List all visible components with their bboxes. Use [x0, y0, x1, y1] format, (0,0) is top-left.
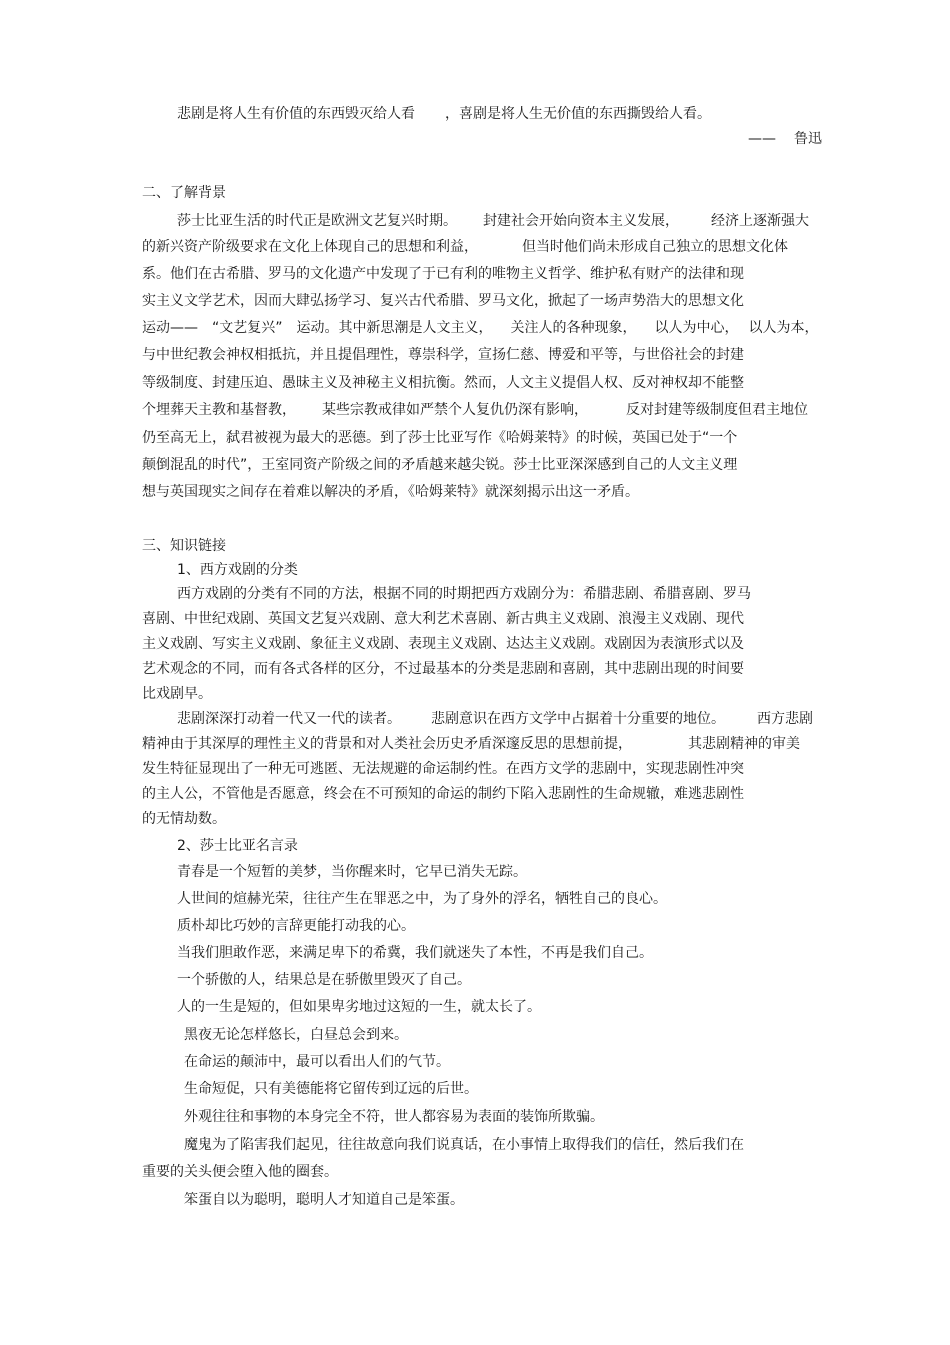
epigraph-author: 鲁迅: [794, 131, 822, 147]
paragraph-line: 等级制度、封建压迫、愚昧主义及神秘主义相抗衡。然而，人文主义提倡人权、反对神权却不能整: [142, 375, 744, 391]
paragraph-line: 系。他们在古希腊、罗马的文化遗产中发现了于已有利的唯物主义哲学、维护私有财产的法律和现: [142, 266, 744, 282]
paragraph-line: [142, 237, 788, 257]
text-segment: 某些宗教戒律如严禁个人复仇仍深有影响，: [322, 402, 588, 418]
quote-line: 当我们胆敢作恶，来满足卑下的希冀，我们就迷失了本性，不再是我们自己。: [177, 945, 653, 961]
text-segment: 以人为中心，: [654, 320, 739, 336]
section-heading-knowledge: 三、知识链接: [142, 538, 226, 554]
text-segment: 反对封建等级制度但君主地位: [626, 402, 808, 418]
paragraph-line: 喜剧、中世纪戏剧、英国文艺复兴戏剧、意大利艺术喜剧、新古典主义戏剧、浪漫主义戏剧、现代: [142, 611, 744, 627]
paragraph-line: [177, 709, 813, 729]
epigraph-dash: ——: [748, 131, 776, 147]
paragraph-line: 颠倒混乱的时代”，王室同资产阶级之间的矛盾越来越尖锐。莎士比亚深深感到自己的人文主义理: [142, 457, 738, 473]
section-heading-background: 二、了解背景: [142, 185, 226, 201]
quote-line: 一个骄傲的人，结果总是在骄傲里毁灭了自己。: [177, 972, 471, 988]
quote-line: 生命短促，只有美德能将它留传到辽远的后世。: [184, 1081, 478, 1097]
quote-line: 黑夜无论怎样悠长，白昼总会到来。: [184, 1027, 408, 1043]
text-segment: “文艺复兴”: [212, 320, 283, 336]
paragraph-line: 的主人公，不管他是否愿意，终会在不可预知的命运的制约下陷入悲剧性的生命规辙，难逃悲剧性: [142, 786, 744, 802]
quote-line: 魔鬼为了陷害我们起见，往往故意向我们说真话，在小事情上取得我们的信任，然后我们在: [184, 1137, 744, 1153]
paragraph-line: 想与英国现实之间存在着难以解决的矛盾，《哈姆莱特》就深刻揭示出这一矛盾。: [142, 484, 639, 500]
quote-line: 质朴却比巧妙的言辞更能打动我的心。: [177, 918, 415, 934]
quote-line: 笨蛋自以为聪明，聪明人才知道自己是笨蛋。: [184, 1192, 464, 1208]
paragraph-line: [142, 400, 808, 420]
text-segment: 以人为本，: [748, 320, 819, 336]
paragraph-line: 比戏剧早。: [142, 686, 212, 702]
text-segment: 但当时他们尚未形成自己独立的思想文化体: [522, 239, 788, 255]
quote-line: 外观往往和事物的本身完全不符，世人都容易为表面的装饰所欺骗。: [184, 1109, 604, 1125]
text-segment: 运动。其中新思潮是人文主义，: [296, 320, 493, 336]
text-segment: 关注人的各种现象，: [510, 320, 637, 336]
text-segment: 运动——: [142, 320, 198, 336]
text-segment: 其悲剧精神的审美: [688, 736, 800, 752]
text-segment: 的新兴资产阶级要求在文化上体现自己的思想和利益，: [142, 239, 478, 255]
paragraph-line: 艺术观念的不同，而有各式各样的区分，不过最基本的分类是悲剧和喜剧，其中悲剧出现的时间要: [142, 661, 744, 677]
subsection-heading-quotes: 2、莎士比亚名言录: [177, 838, 298, 854]
subsection-heading-drama-types: 1、西方戏剧的分类: [177, 562, 298, 578]
epigraph-quote: [177, 104, 711, 124]
epigraph-part2: ，喜剧是将人生无价值的东西撕毁给人看。: [445, 106, 711, 122]
paragraph-line: 主义戏剧、写实主义戏剧、象征主义戏剧、表现主义戏剧、达达主义戏剧。戏剧因为表演形式以及: [142, 636, 744, 652]
text-segment: 莎士比亚生活的时代正是欧洲文艺复兴时期。: [177, 213, 457, 229]
text-segment: 经济上逐渐强大: [711, 213, 809, 229]
paragraph-line: 西方戏剧的分类有不同的方法，根据不同的时期把西方戏剧分为：希腊悲剧、希腊喜剧、罗马: [177, 586, 751, 602]
paragraph-line: 实主义文学艺术，因而大肆弘扬学习、复兴古代希腊、罗马文化，掀起了一场声势浩大的思想文化: [142, 293, 744, 309]
quote-line: 人世间的煊赫光荣，往往产生在罪恶之中，为了身外的浮名，牺牲自己的良心。: [177, 891, 667, 907]
epigraph-attribution: [748, 129, 822, 149]
paragraph-line: 仍至高无上，弑君被视为最大的恶德。到了莎士比亚写作《哈姆莱特》的时候，英国已处于“一个: [142, 430, 738, 446]
paragraph-line: 与中世纪教会神权相抵抗，并且提倡理性，尊崇科学，宣扬仁慈、博爱和平等，与世俗社会的封建: [142, 347, 744, 363]
quote-line: 重要的关头便会堕入他的圈套。: [142, 1164, 338, 1180]
paragraph-line: 的无情劫数。: [142, 811, 226, 827]
text-segment: 精神由于其深厚的理性主义的背景和对人类社会历史矛盾深邃反思的思想前提，: [142, 736, 632, 752]
paragraph-line: [142, 734, 800, 754]
text-segment: 个埋葬天主教和基督教，: [142, 402, 296, 418]
epigraph-part1: 悲剧是将人生有价值的东西毁灭给人看: [177, 106, 415, 122]
text-segment: 封建社会开始向资本主义发展，: [483, 213, 679, 229]
text-segment: 悲剧深深打动着一代又一代的读者。: [177, 711, 401, 727]
quote-line: 人的一生是短的，但如果卑劣地过这短的一生，就太长了。: [177, 999, 541, 1015]
paragraph-line: [177, 211, 809, 231]
quote-line: 在命运的颠沛中，最可以看出人们的气节。: [184, 1054, 450, 1070]
text-segment: 悲剧意识在西方文学中占据着十分重要的地位。: [431, 711, 725, 727]
quote-line: 青春是一个短暂的美梦，当你醒来时，它早已消失无踪。: [177, 864, 527, 880]
paragraph-line: 发生特征显现出了一种无可逃匿、无法规避的命运制约性。在西方文学的悲剧中，实现悲剧性冲突: [142, 761, 744, 777]
paragraph-line: [142, 318, 819, 338]
text-segment: 西方悲剧: [757, 711, 813, 727]
